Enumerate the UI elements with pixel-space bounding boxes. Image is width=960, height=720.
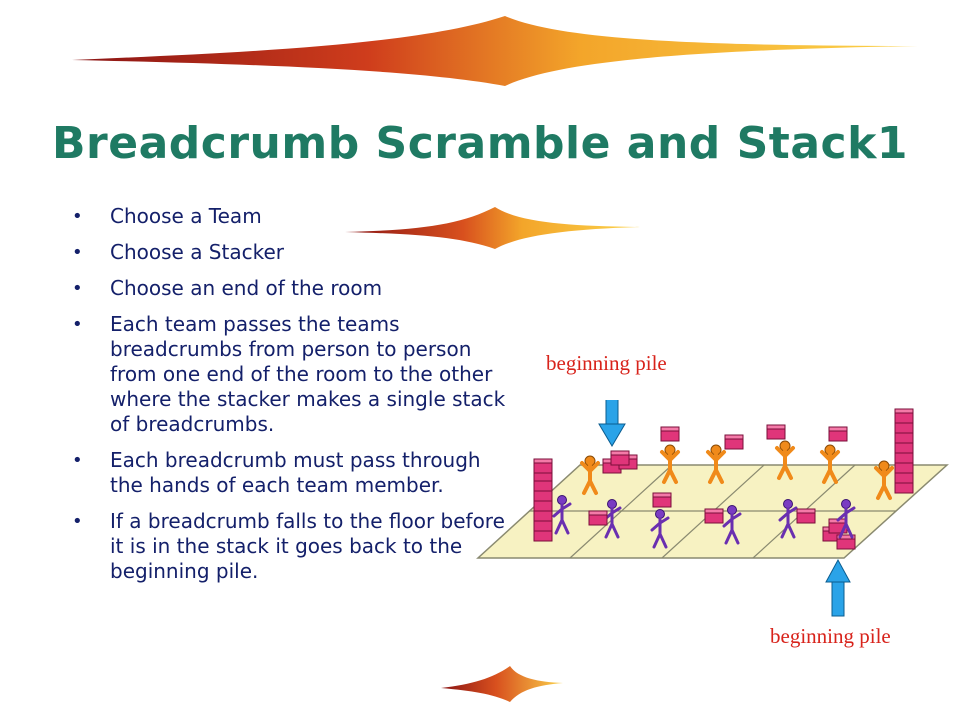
- bullet-text: Choose an end of the room: [110, 276, 383, 300]
- bullet-text: Each breadcrumb must pass through the hands of each team member.: [110, 448, 481, 497]
- bullet-dot: •: [72, 278, 83, 299]
- bullet-item: [72, 276, 512, 301]
- bullet-item: [72, 509, 512, 584]
- bullet-text: Each team passes the teams breadcrumbs from person to person from one end of the room to the other where the stacker makes a single stack of breadcrumbs.: [110, 312, 506, 436]
- up-arrow-icon: [826, 560, 850, 616]
- bullet-item: [72, 312, 512, 437]
- decorative-swoosh-top: [0, 0, 960, 100]
- team-relay-illustration: [474, 400, 960, 620]
- stacked-blocks-icon: [895, 409, 913, 493]
- bullet-list: [72, 204, 512, 595]
- bullet-item: [72, 240, 512, 265]
- bullet-dot: •: [72, 242, 83, 263]
- stacked-blocks-icon: [534, 459, 552, 541]
- beginning-pile-label-top: beginning pile: [546, 351, 667, 375]
- bullet-dot: •: [72, 450, 83, 471]
- bullet-item: [72, 448, 512, 498]
- bullet-dot: •: [72, 314, 83, 335]
- slide-title: Breadcrumb Scramble and Stack1: [52, 118, 908, 169]
- beginning-pile-label-bottom: beginning pile: [770, 624, 891, 648]
- down-arrow-icon: [599, 400, 625, 446]
- bullet-dot: •: [72, 511, 83, 532]
- bullet-text: Choose a Team: [110, 204, 262, 228]
- bullet-item: [72, 204, 512, 229]
- bullet-dot: •: [72, 206, 83, 227]
- bullet-text: If a breadcrumb falls to the floor before it is in the stack it goes back to the beginning pile.: [110, 509, 505, 583]
- bullet-text: Choose a Stacker: [110, 240, 284, 264]
- decorative-swoosh-bottom: [438, 664, 568, 704]
